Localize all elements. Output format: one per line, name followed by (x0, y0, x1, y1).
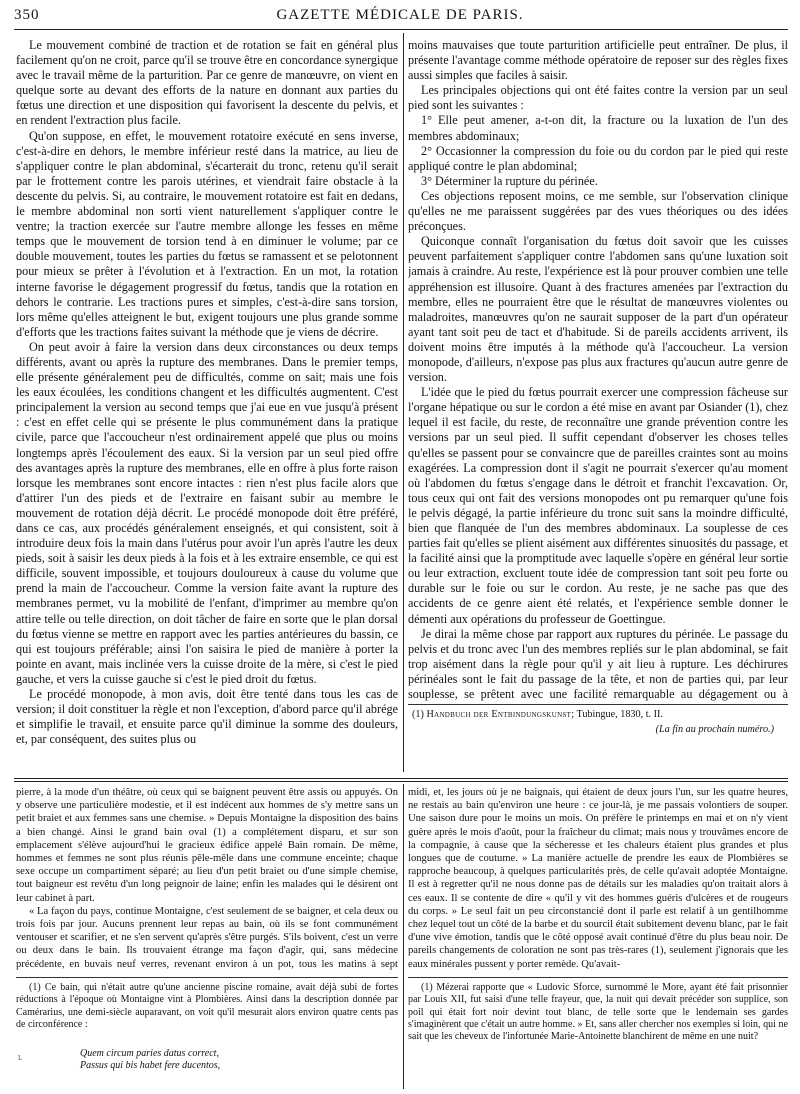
paragraph: L'idée que le pied du fœtus pourrait exercer une compression fâcheuse sur l'organe hépatique ou sur le cordon a été mise en avant par Osiander (1), chez lequel il est facile, du reste, de reconnaître une grande prévention contre les versions par un seul pied. Il suffit cependant d'observer les choses telles qu'elles se passent pour se convaincre que de pareilles craintes sont au moins exagérées. La compression dont il s'agit ne pourrait s'exercer qu'au moment où l'abdomen du fœtus s'engage dans le détroit et franchit l'excavation. Or, tous ceux qui ont fait des versions monopodes ont pu remarquer qu'une fois le pelvis dégagé, la partie inférieure du tronc suit sans la moindre difficulté, bien que flanquée de l'un des membres abdominaux. La souplesse de ces parties fait qu'elles se plient aisément aux différentes sinuosités du passage, et la facilité ainsi que la promptitude avec laquelle s'opère en général leur sortie ou leur extraction, excluent toute idée de compression tant soit peu forte ou durable sur le foie ou sur le cordon. Au reste, je ne sache pas que des accidents de ce genre aient été relatés, et l'expérience semble donner le démenti aux opérations du professeur de Goettingue. (408, 385, 788, 626)
paragraph: Le procédé monopode, à mon avis, doit être tenté dans tous les cas de version; il doit constituer la règle et non l'exception, d'abord parce qu'il abrége et simplifie le travail, et ensuite parce qu'il diminue la somme des douleurs, et, par conséquent, des suites plus ou (16, 687, 398, 747)
page-number: 350 (14, 7, 40, 23)
feuilleton-column-left (16, 786, 398, 972)
footnote-osiander (412, 708, 784, 744)
footnote-mezerai (408, 982, 788, 1090)
footnote-bain (16, 982, 398, 1042)
section-rule (14, 781, 788, 782)
footnote-text (412, 708, 784, 721)
feuilleton-column-right (408, 786, 788, 972)
footnote-marker: (1) (412, 709, 424, 720)
paragraph: Quiconque connaît l'organisation du fœtus doit savoir que les cuisses peuvent parfaitement s'appliquer contre l'abdomen sans qu'une luxation soit jamais à craindre. Au reste, l'expérience est là pour prouver combien une telle appréhension est illusoire. Quant à des fractures amenées par l'extraction du membre, elles ne pourraient être que le résultat de manœuvres violentes ou maladroites, manœuvres qu'on ne saurait supposer de la part d'un opérateur ayant tant soit peu de tact et d'habitude. Si de pareils accidents arrivent, ils doivent moins être imputés à la méthode qu'à l'accoucheur. La version monopode, d'ailleurs, n'expose pas plus aux fractures qu'aucun autre genre de version. (408, 234, 788, 385)
paragraph: « La façon du pays, continue Montaigne, c'est seulement de se baigner, et cela deux ou trois fois par jour. Aucuns prennent leur repas au bain, où ils se font communément ventouser et scarifier, et ne s'en servent qu'après s'être purgés. S'ils boivent, c'est un verre ou deux dans le bain. Ils trouvaient étrange ma façon d'agir, qui, sans médecine précédente, en buvais neuf verres, revenant environ à un pot, tous les matins à sept (16, 905, 398, 970)
paragraph: Ces objections reposent moins, ce me semble, sur l'observation clinique qu'elles ne me paraissent suggérées par des vues théoriques ou des idées préconçues. (408, 188, 788, 234)
smudge-mark: ʟ (18, 1052, 23, 1063)
footnote-text: (1) Mézerai rapporte que « Ludovic Sforce, surnommé le More, ayant été fait prisonnier par Louis XII, fut saisi d'une telle frayeur, que, la nuit qui devait précéder son supplice, son poil qui était fort noir devint tout blanc, de telle sorte que le lendemain ses gardes s'imaginèrent que c'était un autre homme. » Et, sans aller chercher nos exemples si loin, qui ne sait que les cheveux de l'infortunée Marie-Antoinette blanchirent de même en une nuit? (408, 982, 788, 1043)
footnote-rule (408, 704, 788, 705)
running-head (14, 6, 786, 26)
footnote-text: (1) Ce bain, qui n'était autre qu'une ancienne piscine romaine, avait déjà subi de fortes réductions à l'époque où Montaigne vint à Plombières. Ainsi dans la description donnée par Camérarius, une demi-siècle auparavant, on voit qu'il mesurait alors environ quatre cents pas de circonférence : (16, 982, 398, 1030)
footnote-rule (16, 977, 398, 978)
footnote-rule (408, 977, 788, 978)
paragraph: Le mouvement combiné de traction et de rotation se fait en général plus facilement qu'on ne croit, parce qu'il se trouve être en concordance synergique avec le travail même de la parturition. Par ce genre de manœuvre, on vient en quelque sorte au devant des efforts de la nature en donnant aux parties du fœtus une direction et une disposition qui favorisent la descente du pelvis, et en rendent l'extraction plus facile. (16, 38, 398, 128)
paragraph: Je dirai la même chose par rapport aux ruptures du périnée. Le passage du pelvis et du tronc avec l'un des membres repliés sur le plan abdominal, se fait trop aisément dans la règle pour qu'il y ait lieu à rupture. Les déchirures périnéales sont le fait du passage de la tête, et non de parties qui, par leur souplesse, se prêtent avec une facilité remarquable au dégagement ou à (408, 626, 788, 702)
paragraph: moins mauvaises que toute parturition artificielle peut entraîner. De plus, il présente l'avantage comme méthode opératoire de reposer sur des règles fixes aussi simples que faciles à saisir. (408, 38, 788, 83)
verse-line: Quem circum paries datus correct, (80, 1048, 219, 1059)
header-rule (14, 29, 788, 30)
footnote-book-title: Handbuch der Entbindungskunst (426, 709, 572, 720)
column-divider (403, 33, 404, 772)
article-column-left (16, 38, 398, 774)
list-item: 2° Occasionner la compression du foie ou du cordon par le pied qui reste appliqué contre le plan abdominal; (408, 143, 788, 173)
paragraph: midi, et, les jours où je ne baignais, qui étaient de deux jours l'un, sur les quatre heures, ne restais au bain qu'environ une heure : ce jour-là, je me passais volontiers de souper. Une saison dure pour le moins un mois. On préfère le printemps en mai et on n'y vient guère après le mois d'août, pour la fraîcheur du climat; mais nous y trouvâmes encore de la compagnie, à cause que la sécheresse et les chaleurs étaient plus grandes et plus longues que de coutume. » La manière actuelle de prendre les eaux de Plombières se rapproche beaucoup, à quelques particularités près, de celle qu'avait adoptée Montaigne. Il est à regretter qu'il ne nous donne pas de détails sur les maladies qu'on traitait alors à ces eaux. Il se contente de dire « qu'il y vit des hommes guéris d'ulcères et de rougeurs du corps. » Le seul fait un peu circonstancié dont il parle est relatif à un gentilhomme chez lequel tout un côté de la barbe et du sourcil était subitement devenu blanc, par le fait d'une vive émotion, tandis que le côté opposé avait continué d'être du plus beau noir. De pareils changements de coloration ne sont pas très-rares (1), seulement j'ignorais que les eaux minérales pussent y porter remède. Qu'avait- (408, 787, 788, 970)
list-item: 1° Elle peut amener, a-t-on dit, la fracture ou la luxation de l'un des membres abdominaux; (408, 113, 788, 143)
journal-title: GAZETTE MÉDICALE DE PARIS. (276, 7, 524, 23)
article-column-right (408, 38, 788, 702)
continuation-note: (La fin au prochain numéro.) (655, 724, 774, 735)
section-rule (14, 778, 788, 779)
column-divider (403, 784, 404, 1089)
latin-verse (80, 1048, 340, 1072)
verse-line: Passus qui bis habet fere ducentos, (80, 1060, 221, 1071)
paragraph: Les principales objections qui ont été faites contre la version par un seul pied sont les suivantes : (408, 83, 788, 113)
paragraph: On peut avoir à faire la version dans deux circonstances ou deux temps différents, avant ou après la rupture des membranes. Dans le premier temps, elle présente généralement peu de difficultés, comme on sait; mais une fois les eaux écoulées, les conditions changent et les difficultés augmentent. C'est principalement la version au second temps que j'ai eue en vue jusqu'à présent : c'est en effet celle qui se présente le plus communément dans la pratique civile, parce que l'accoucheur n'est ordinairement appelé que plus ou moins longtemps après l'écoulement des eaux. Si la version par un seul pied offre des avantages après la rupture des membranes, elle en offre à plus forte raison lorsque les membranes sont encore intactes : rien n'est plus facile alors que d'attirer l'un des pieds et de l'extraire en faisant subir au membre le mouvement de rotation déjà décrit. Le procédé monopode doit être préféré, dans ce cas, aux procédés généralement enseignés, et qui consistent, soit à introduire deux fois la main dans l'utérus pour avoir l'un après l'autre les deux pieds, soit à saisir les deux pieds à la fois et à les extraire ensemble, ce qui est difficile, souvent impossible, et toujours douloureux à cause du volume que prend la main de l'accoucheur. Comme la version faite avant la rupture des membranes permet, vu la mobilité de l'enfant, d'imprimer au membre qu'on attire telle ou telle direction, on doit tâcher de faire en sorte que le plan dorsal du fœtus vienne se mettre en rapport avec les parties antérieures du bassin, ce qui est toujours préférable; ainsi l'on saisira le pied de manière à porter la pointe en avant, mais inclinée vers la cuisse droite de la mère, si c'est le pied gauche, et vers la cuisse gauche si c'est le pied droit du fœtus. (16, 339, 398, 686)
footnote-details: ; Tubingue, 1830, t. II. (571, 709, 663, 720)
paragraph: Qu'on suppose, en effet, le mouvement rotatoire exécuté en sens inverse, c'est-à-dire en dehors, le membre inférieur resté dans la matrice, au lieu de s'appliquer contre le plan abdominal, s'écarterait du tronc, retenu qu'il serait par le frottement contre les parois utérines, et viendrait faire obstacle à la descente du pelvis. Si, au contraire, le mouvement rotatoire est fait en dedans, le membre abdominal non sorti vient naturellement s'appliquer contre le ventre; la traction exercée sur l'autre membre allonge les fesses en même temps que le mouvement de torsion tend à en diminuer le volume; par ce double mouvement, toutes les parties du fœtus se ramassent et se pelotonnent pour mieux se prêter à l'évolution et à l'extraction. En un mot, la rotation interne favorise le dégagement progressif du fœtus, tandis que la rotation en dehors le contrarie. Les tractions pures et simples, c'est-à-dire sans torsion, lors même qu'elles atteignent le but, exigent toujours une plus grande somme d'efforts que les tractions faites suivant la méthode que je viens de décrire. (16, 128, 398, 339)
paragraph: pierre, à la mode d'un théâtre, où ceux qui se baignent peuvent être assis ou appuyés. On y observe une particulière modestie, et il est indécent aux hommes de s'y mettre sans un petit braiet et aux femmes sans une chemise. » Depuis Montaigne la disposition des bains a bien changé. Ainsi le grand bain oval (1) a complétement disparu, et sur son emplacement s'élève aujourd'hui le gracieux édifice appelé Bain romain. De même, hommes et femmes ne sont plus réunis pêle-mêle dans une commune enceinte; chaque sexe occupe un compartiment séparé; au lieu d'un petit braiet ou d'une simple chemise, tout baigneur est revêtu d'un long peignoir de laine; enfin les malades qui le désirent ont leur cabinet à part. (16, 787, 398, 904)
list-item: 3° Déterminer la rupture du périnée. (421, 173, 598, 188)
